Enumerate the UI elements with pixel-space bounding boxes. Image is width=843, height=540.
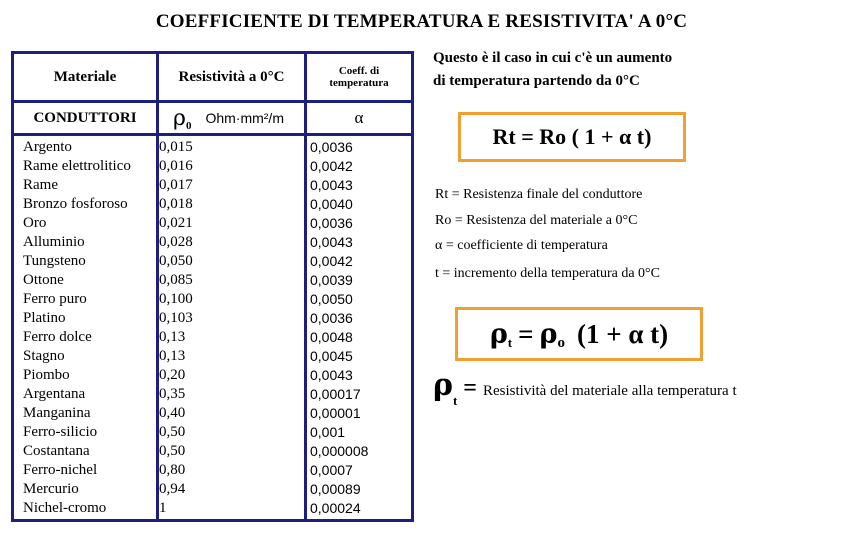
cell-material: Rame elettrolitico <box>23 158 131 174</box>
cell-coefficient: 0,0045 <box>310 348 353 364</box>
unit-label: Ohm·mm²/m <box>205 110 284 126</box>
cell-coefficient: 0,0039 <box>310 272 353 288</box>
cell-material: Ferro dolce <box>23 329 92 345</box>
rho-0-subscript: o <box>557 334 565 351</box>
cell-resistivity: 0,021 <box>159 215 193 231</box>
cell-material: Piombo <box>23 367 70 383</box>
cell-coefficient: 0,0043 <box>310 367 353 383</box>
table-body <box>14 138 411 518</box>
table-row <box>14 157 411 176</box>
table-row <box>14 233 411 252</box>
rho-subscript: t <box>452 393 458 408</box>
cell-material: Costantana <box>23 443 90 459</box>
cell-resistivity: 0,015 <box>159 139 193 155</box>
table-row <box>14 214 411 233</box>
cell-resistivity: 0,94 <box>159 481 186 497</box>
cell-coefficient: 0,00024 <box>310 500 361 516</box>
table-row <box>14 252 411 271</box>
cell-resistivity: 0,20 <box>159 367 186 383</box>
table-row <box>14 195 411 214</box>
header-coefficient <box>307 54 411 100</box>
cell-resistivity: 0,016 <box>159 158 193 174</box>
cell-material: Mercurio <box>23 481 79 497</box>
header-resistivity: Resistività a 0°C <box>178 68 285 85</box>
cell-material: Ferro-nichel <box>23 462 98 478</box>
cell-coefficient: 0,0043 <box>310 234 353 250</box>
formula-resistance: Rt = Ro ( 1 + α t) <box>458 112 686 162</box>
cell-material: Rame <box>23 177 58 193</box>
cell-resistivity: 0,35 <box>159 386 186 402</box>
cell-coefficient: 0,0043 <box>310 177 353 193</box>
cell-resistivity: 0,50 <box>159 424 186 440</box>
cell-material: Ferro-silicio <box>23 424 98 440</box>
cell-material: Manganina <box>23 405 91 421</box>
cell-material: Stagno <box>23 348 65 364</box>
cell-coefficient: 0,0042 <box>310 158 353 174</box>
intro-line-1: Questo è il caso in cui c'è un aumento <box>433 50 673 66</box>
header-coefficient-line1: Coeff. di <box>338 65 380 77</box>
formula-resistivity <box>455 307 703 361</box>
table-divider <box>14 133 411 136</box>
cell-coefficient: 0,0042 <box>310 253 353 269</box>
legend-rt: Rt = Resistenza finale del conduttore <box>435 187 643 202</box>
table-row <box>14 138 411 157</box>
rho-t-text: Resistività del materiale alla temperatura t <box>482 383 737 399</box>
cell-material: Argento <box>23 139 72 155</box>
table-row <box>14 461 411 480</box>
page-title: COEFFICIENTE DI TEMPERATURA E RESISTIVITA' A 0°C <box>155 11 688 32</box>
cell-material: Argentana <box>23 386 86 402</box>
cell-coefficient: 0,0048 <box>310 329 353 345</box>
cell-resistivity: 0,40 <box>159 405 186 421</box>
cell-coefficient: 0,0050 <box>310 291 353 307</box>
table-row <box>14 347 411 366</box>
cell-material: Ottone <box>23 272 64 288</box>
table-row <box>14 290 411 309</box>
header-material: Materiale <box>53 68 117 85</box>
legend-t: t = incremento della temperatura da 0°C <box>435 266 660 281</box>
subheader-category: CONDUTTORI <box>33 109 137 126</box>
cell-resistivity: 0,13 <box>159 348 186 364</box>
cell-material: Platino <box>23 310 66 326</box>
cell-resistivity: 0,085 <box>159 272 193 288</box>
table-row <box>14 404 411 423</box>
table-row <box>14 328 411 347</box>
cell-coefficient: 0,000008 <box>310 443 369 459</box>
table-row <box>14 366 411 385</box>
table-row <box>14 309 411 328</box>
rho-t-subscript: t <box>507 335 513 350</box>
cell-resistivity: 1 <box>159 500 167 516</box>
resistivity-table <box>11 51 414 522</box>
cell-coefficient: 0,00017 <box>310 386 361 402</box>
cell-coefficient: 0,00001 <box>310 405 361 421</box>
cell-coefficient: 0,0036 <box>310 310 353 326</box>
rho-symbol: ρ <box>433 368 453 403</box>
intro-line-2: di temperatura partendo da 0°C <box>433 73 640 89</box>
cell-resistivity: 0,50 <box>159 443 186 459</box>
cell-coefficient: 0,0036 <box>310 215 353 231</box>
table-row <box>14 423 411 442</box>
cell-resistivity: 0,017 <box>159 177 193 193</box>
legend-ro: Ro = Resistenza del materiale a 0°C <box>435 213 638 228</box>
cell-material: Bronzo fosforoso <box>23 196 128 212</box>
cell-material: Ferro puro <box>23 291 87 307</box>
cell-resistivity: 0,100 <box>159 291 193 307</box>
cell-coefficient: 0,0040 <box>310 196 353 212</box>
header-coefficient-line2: temperatura <box>329 77 389 89</box>
table-row <box>14 442 411 461</box>
cell-resistivity: 0,050 <box>159 253 193 269</box>
cell-material: Nichel-cromo <box>23 500 107 516</box>
cell-resistivity: 0,103 <box>159 310 193 326</box>
equals-sign: = <box>463 375 477 401</box>
alpha-symbol: α <box>354 108 364 127</box>
rho-t-definition <box>433 368 737 408</box>
rho-t-symbol: ρ <box>489 318 508 350</box>
cell-coefficient: 0,001 <box>310 424 346 440</box>
table-row <box>14 480 411 499</box>
table-row <box>14 385 411 404</box>
cell-material: Alluminio <box>23 234 85 250</box>
cell-material: Oro <box>23 215 47 231</box>
rho-symbol: ρ <box>173 105 186 131</box>
rho-subscript: 0 <box>185 120 192 132</box>
formula-rest: (1 + α t) <box>576 318 669 349</box>
cell-coefficient: 0,0007 <box>310 462 353 478</box>
table-row <box>14 176 411 195</box>
subheader-unit <box>159 103 304 133</box>
cell-resistivity: 0,13 <box>159 329 186 345</box>
cell-resistivity: 0,80 <box>159 462 186 478</box>
cell-resistivity: 0,018 <box>159 196 193 212</box>
cell-coefficient: 0,0036 <box>310 139 353 155</box>
equals-sign: = <box>518 318 534 349</box>
cell-resistivity: 0,028 <box>159 234 193 250</box>
cell-material: Tungsteno <box>23 253 86 269</box>
cell-coefficient: 0,00089 <box>310 481 361 497</box>
legend-alpha: α = coefficiente di temperatura <box>435 238 608 253</box>
rho-0-symbol: ρ <box>539 318 558 350</box>
table-row <box>14 271 411 290</box>
table-row <box>14 499 411 518</box>
